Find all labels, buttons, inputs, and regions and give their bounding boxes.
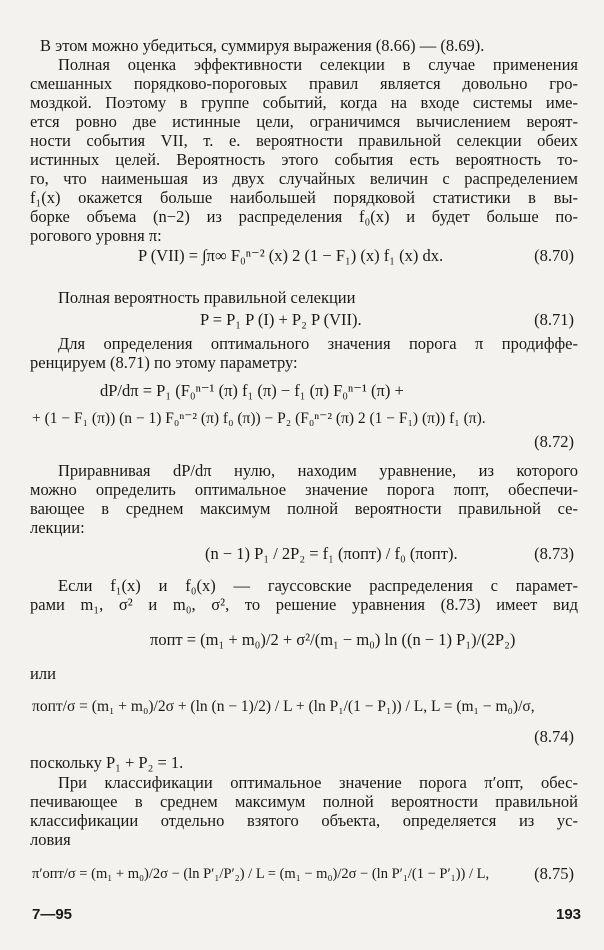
footer-signature: 7—95: [32, 906, 73, 923]
text-line: В этом можно убедиться, суммируя выражения (8.66) — (8.69).: [40, 36, 485, 55]
text-line: или: [30, 664, 56, 683]
text-line: классификации отдельно взятого объекта, определяется из ус-: [30, 811, 578, 830]
equation-number: (8.70): [534, 246, 574, 265]
text-line: ренцируем (8.71) по этому параметру:: [30, 353, 298, 372]
text-line: ловия: [30, 830, 71, 849]
page-number: 193: [556, 906, 582, 923]
text-line: поскольку P₁ + P₂ = 1.: [30, 753, 184, 772]
equation-8-70: P (VII) = ∫π∞ F₀ⁿ⁻² (x) 2 (1 − F₁) (x) f₁ (x) dx.: [138, 246, 444, 265]
text-line: рами m₁, σ² и m₀, σ², то решение уравнения (8.73) имеет вид: [30, 595, 578, 614]
text-line: ется ровно две истинные цели, ограничимся вычислением вероят-: [30, 112, 578, 131]
text-line: истинных целей. Вероятность этого события есть вероятность то-: [30, 150, 578, 169]
equation-number: (8.71): [534, 310, 574, 329]
equation-number: (8.75): [534, 864, 574, 883]
equation-8-74: πопт/σ = (m₁ + m₀)/2σ + (ln (n − 1)/2) / L + (ln P₁/(1 − P₁)) / L, L = (m₁ − m₀)/σ,: [32, 698, 535, 715]
equation-8-71: P = P₁ P (I) + P₂ P (VII).: [200, 310, 362, 329]
text-line: го, что наименьшая из двух случайных величин с распределением: [30, 169, 578, 188]
text-line: смешанных порядково-пороговых правил является довольно гро-: [30, 74, 578, 93]
text-line: моздкой. Поэтому в группе событий, когда на входе системы име-: [30, 93, 578, 112]
text-line: Полная оценка эффективности селекции в случае применения: [58, 55, 578, 74]
equation-8-72-line2: + (1 − F₁ (π)) (n − 1) F₀ⁿ⁻² (π) f₀ (π)) − P₂ (F₀ⁿ⁻² (π) 2 (1 − F₁) (π)) f₁ (π).: [32, 410, 486, 427]
text-line: Полная вероятность правильной селекции: [58, 288, 356, 307]
text-line: При классификации оптимальное значение порога π′опт, обес-: [58, 773, 578, 792]
equation-number: (8.72): [534, 432, 574, 451]
text-line: f₁(x) окажется больше наибольшей порядковой статистики в вы-: [30, 188, 578, 207]
text-line: рогового уровня π:: [30, 226, 162, 245]
text-line: борке объема (n−2) из распределения f₀(x) и будет больше по-: [30, 207, 578, 226]
text-line: можно определить оптимальное значение порога πопт, обеспечи-: [30, 480, 578, 499]
equation-8-72-line1: dP/dπ = P₁ (F₀ⁿ⁻¹ (π) f₁ (π) − f₁ (π) F₀ⁿ⁻¹ (π) +: [100, 381, 404, 400]
equation-number: (8.74): [534, 727, 574, 746]
equation-8-73: (n − 1) P₁ / 2P₂ = f₁ (πопт) / f₀ (πопт).: [205, 544, 458, 563]
text-line: вающее в среднем максимум полной вероятности правильной се-: [30, 499, 578, 518]
equation-number: (8.73): [534, 544, 574, 563]
equation-8-75: π′опт/σ = (m₁ + m₀)/2σ − (ln P′₁/P′₂) / L = (m₁ − m₀)/2σ − (ln P′₁/(1 − P′₁)) / L,: [32, 866, 490, 882]
equation-pi-opt: πопт = (m₁ + m₀)/2 + σ²/(m₁ − m₀) ln ((n − 1) P₁)/(2P₂): [150, 630, 516, 649]
text-line: Если f₁(x) и f₀(x) — гауссовские распределения с парамет-: [58, 576, 578, 595]
text-line: ности события VII, т. е. вероятности правильной селекции обеих: [30, 131, 578, 150]
text-line: Для определения оптимального значения порога π продиффе-: [58, 334, 578, 353]
text-line: печивающее в среднем максимум полной вероятности правильной: [30, 792, 578, 811]
text-line: лекции:: [30, 518, 85, 537]
text-line: Приравнивая dP/dπ нулю, находим уравнение, из которого: [58, 461, 578, 480]
